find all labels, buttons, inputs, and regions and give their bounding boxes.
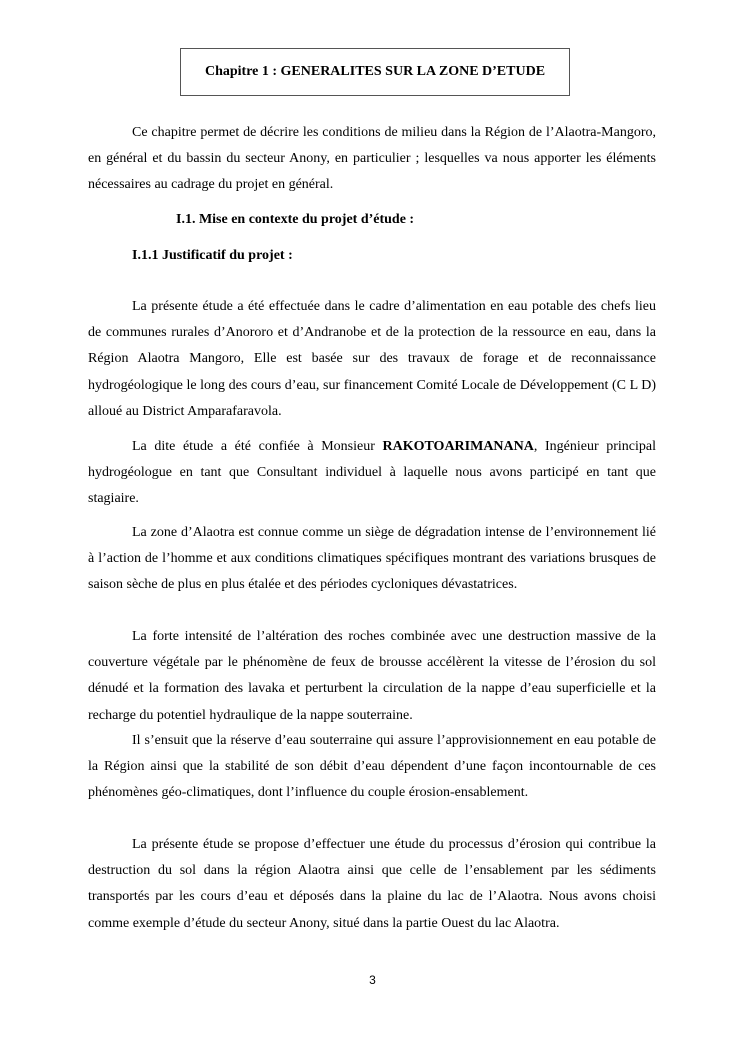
paragraph-alaotra-zone: La zone d’Alaotra est connue comme un siège de dégradation intense de l’environnement lié à l’action de l’homme et aux conditions climatiques spécifiques montrant des variations brusques de saison sèche de plus en plus étalée et des périodes cycloniques dévastatrices. (88, 525, 656, 593)
page-number: 3 (369, 973, 376, 987)
paragraph-context: La présente étude a été effectuée dans le cadre d’alimentation en eau potable des chefs lieu de communes rurales d’Anororo et d’Andranobe et de la protection de la ressource en eau, dans la Région Alaotra Mangoro, Elle est basée sur des travaux de forage et de reconnaissance hydrogéologique le long des cours d’eau, sur financement Comité Locale de Développement (C L D) alloué au District Amparafaravola. (88, 299, 656, 419)
paragraph-consultant (88, 434, 656, 513)
paragraph-consultant-text-2: , Ingénieur principal hydrogéologue en tant que Consultant individuel à laquelle nous avons participé en tant que stagiaire. (88, 439, 656, 507)
paragraph-study-purpose: La présente étude se propose d’effectuer une étude du processus d’érosion qui contribue la destruction du sol dans la région Alaotra ainsi que celle de l’ensablement par les sédiments transportés par les cours d’eau et déposés dans la plaine du lac de l’Alaotra. Nous avons choisi comme exemple d’étude du secteur Anony, situé dans la partie Ouest du lac Alaotra. (88, 837, 656, 931)
paragraph-erosion: La forte intensité de l’altération des roches combinée avec une destruction massive de la couverture végétale par le phénomène de feux de brousse accélèrent la vitesse de l’érosion du sol dénudé et la formation des lavaka et perturbent la circulation de la nappe d’eau superficielle et la recharge du potentiel hydraulique de la nappe souterraine. (88, 629, 656, 723)
section-heading: I.1. Mise en contexte du projet d’étude : (176, 212, 415, 227)
chapter-title: Chapitre 1 : GENERALITES SUR LA ZONE D’ETUDE (204, 64, 546, 79)
consultant-name: RAKOTOARIMANANA (382, 439, 534, 454)
paragraph-consultant-text-1: La dite étude a été confiée à Monsieur (132, 439, 383, 454)
chapter-title-box (180, 48, 570, 96)
subsection-heading: I.1.1 Justificatif du projet : (132, 248, 293, 263)
intro-paragraph: Ce chapitre permet de décrire les conditions de milieu dans la Région de l’Alaotra-Mangoro, en général et du bassin du secteur Anony, en particulier ; lesquelles va nous apporter les éléments nécessaires au cadrage du projet en général. (88, 125, 656, 193)
paragraph-groundwater: Il s’ensuit que la réserve d’eau souterraine qui assure l’approvisionnement en eau potable de la Région ainsi que la stabilité de son débit d’eau dépendent d’une façon incontournable de ces phénomènes géo-climatiques, dont l’influence du couple érosion-ensablement. (88, 733, 656, 801)
